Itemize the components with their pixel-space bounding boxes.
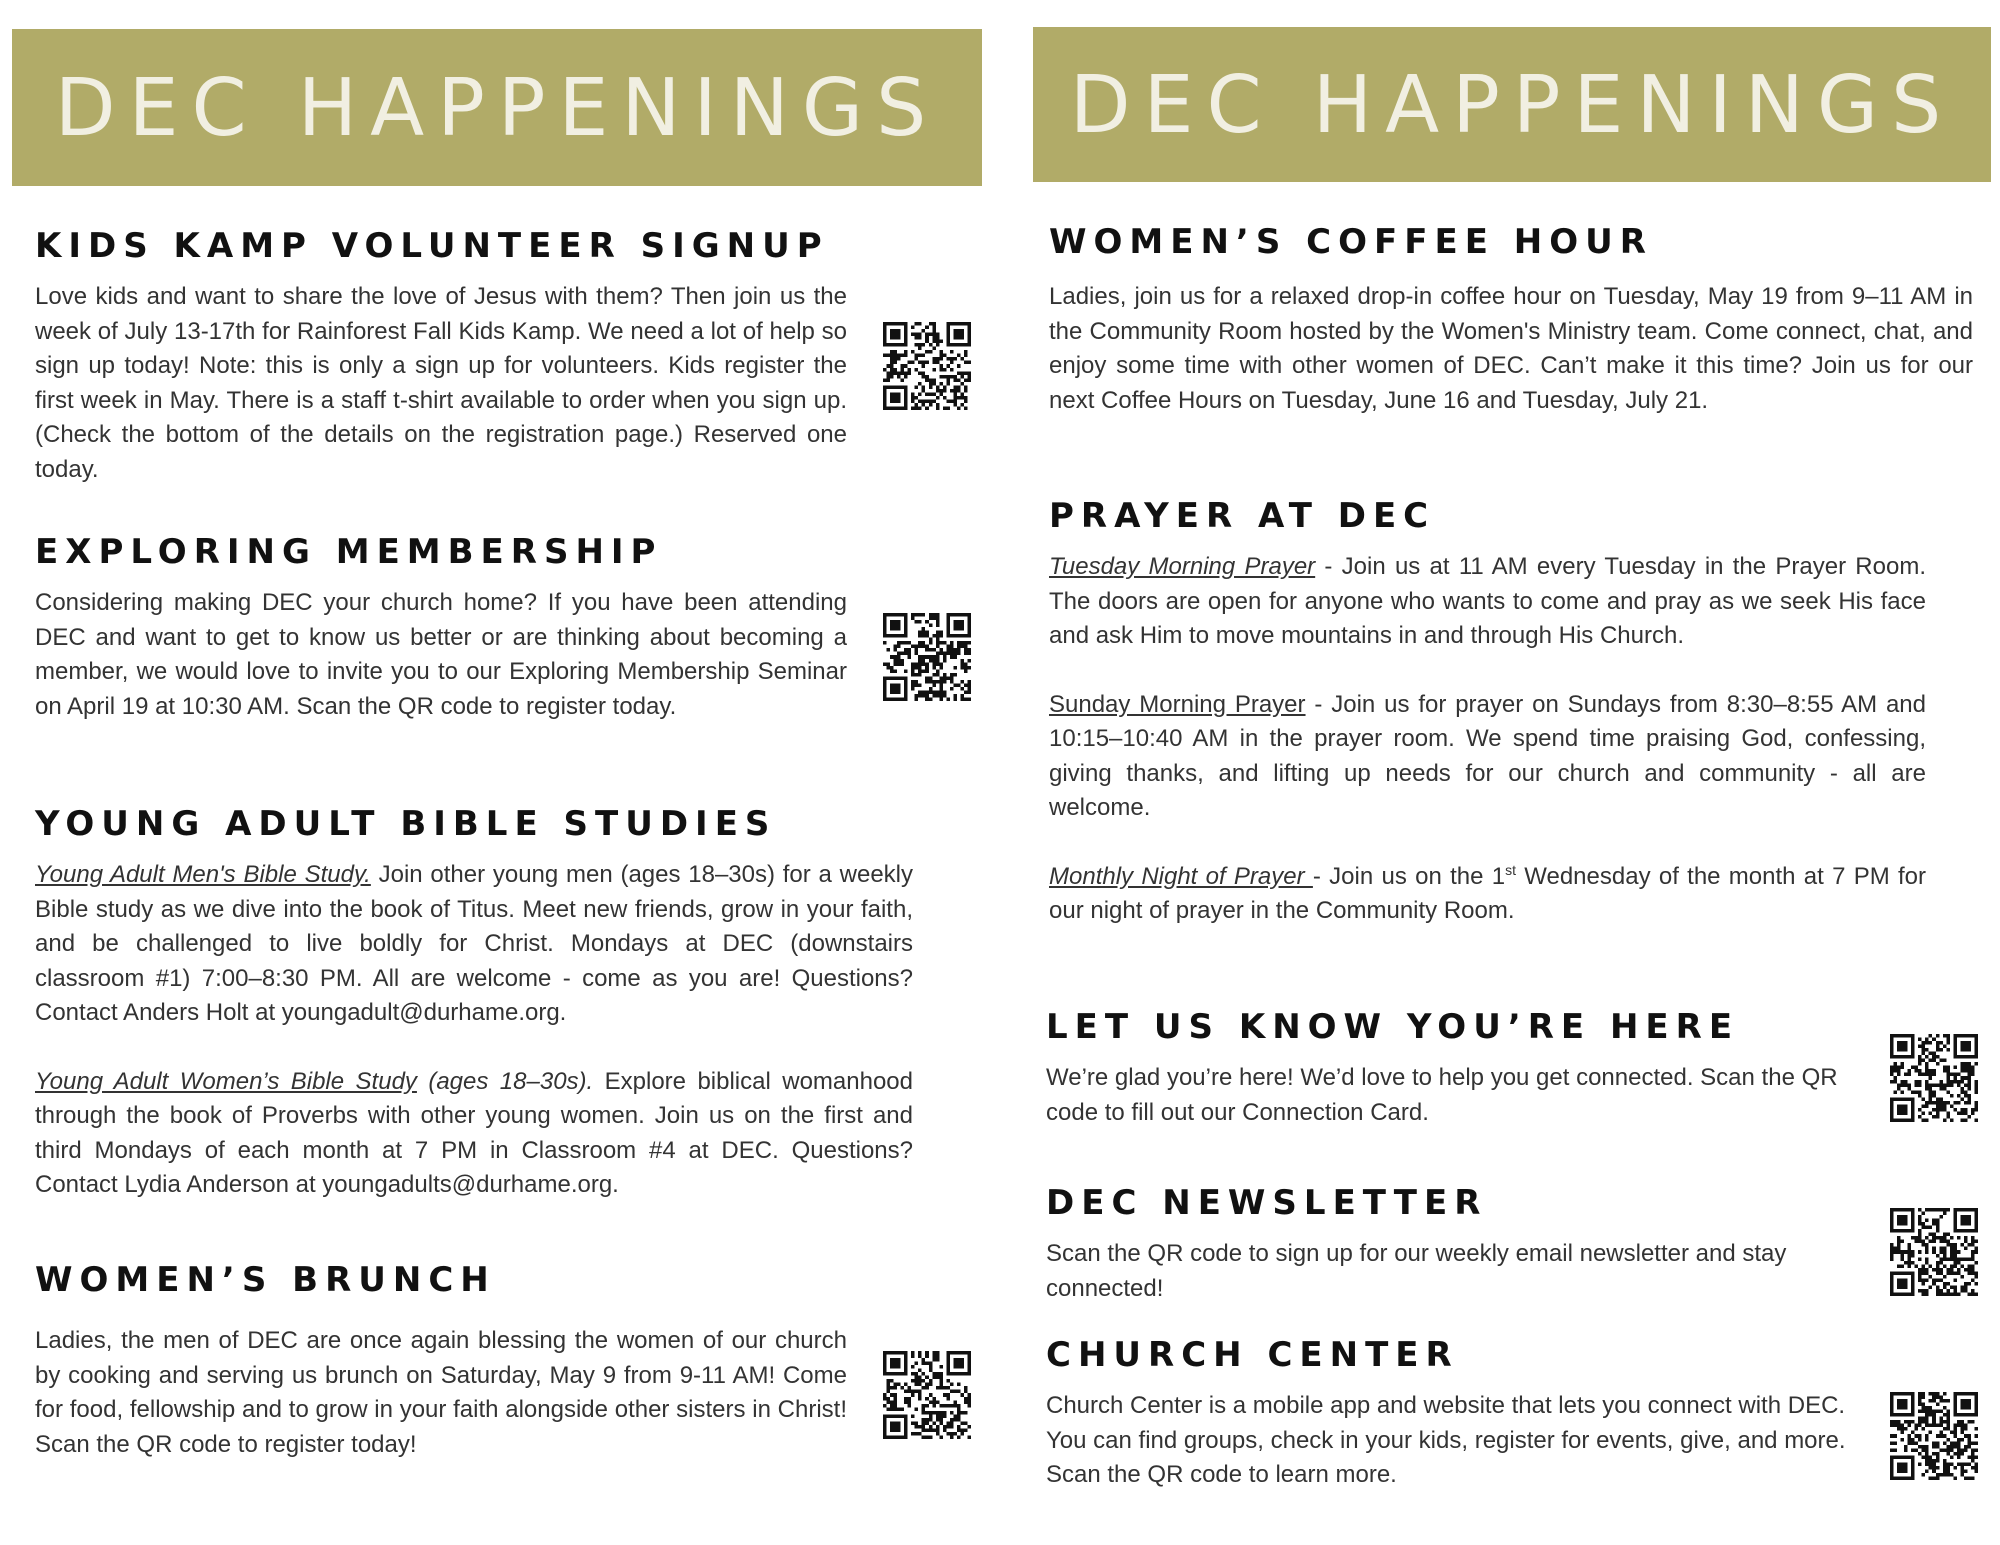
- qr-code-icon[interactable]: [883, 1351, 971, 1439]
- qr-code-icon[interactable]: [1890, 1034, 1978, 1122]
- womens-study-ages: (ages 18–30s).: [416, 1067, 594, 1095]
- tuesday-prayer-paragraph: [1049, 550, 1926, 654]
- monthly-prayer-body-b: Wednesday of the month at 7 PM for our night of prayer in the Community Room.: [1049, 862, 1926, 924]
- womens-study-paragraph: [35, 1065, 913, 1203]
- coffee-hour-heading: WOMEN’S COFFEE HOUR: [1049, 222, 1653, 262]
- church-center-section: [1046, 1335, 1846, 1493]
- qr-code-icon[interactable]: [1890, 1208, 1978, 1296]
- church-center-heading: CHURCH CENTER: [1046, 1335, 1459, 1375]
- left-banner-title: DEC HAPPENINGS: [54, 61, 940, 154]
- let-us-know-section: [1046, 1007, 1846, 1130]
- qr-code-icon[interactable]: [883, 613, 971, 701]
- newsletter-body: Scan the QR code to sign up for our weekly email newsletter and stay connected!: [1046, 1240, 1787, 1302]
- let-us-know-heading: LET US KNOW YOU’RE HERE: [1046, 1007, 1740, 1047]
- exploring-membership-heading: EXPLORING MEMBERSHIP: [35, 532, 663, 572]
- exploring-membership-body: Considering making DEC your church home? If you have been attending DEC and want to get to know us better or are thinking about becoming a member, we would love to invite you to our Exploring Membership Seminar on April 19 at 10:30 AM. Scan the QR code to register today.: [35, 589, 847, 720]
- coffee-hour-section: [1049, 222, 1973, 418]
- let-us-know-body: We’re glad you’re here! We’d love to help you get connected. Scan the QR code to fill out our Connection Card.: [1046, 1064, 1838, 1126]
- prayer-heading: PRAYER AT DEC: [1049, 496, 1436, 536]
- qr-code-icon[interactable]: [1890, 1392, 1978, 1480]
- monthly-prayer-title: Monthly Night of Prayer: [1049, 862, 1313, 890]
- monthly-prayer-sup: st: [1505, 861, 1516, 878]
- monthly-prayer-body-a: - Join us on the 1: [1312, 862, 1506, 890]
- young-adult-section: [35, 804, 913, 1203]
- womens-brunch-heading: WOMEN’S BRUNCH: [35, 1260, 496, 1300]
- tuesday-prayer-body: - Join us at 11 AM every Tuesday in the Prayer Room. The doors are open for anyone who wants to come and pray as we seek His face and ask Him to move mountains in and through His Church.: [1049, 553, 1926, 649]
- womens-brunch-body: Ladies, the men of DEC are once again blessing the women of our church by cooking and serving us brunch on Saturday, May 9 from 9-11 AM! Come for food, fellowship and to grow in your faith alongside other sisters in Christ! Scan the QR code to register today!: [35, 1327, 847, 1458]
- mens-study-title: Young Adult Men's Bible Study.: [35, 861, 371, 888]
- monthly-prayer-paragraph: [1049, 860, 1926, 929]
- left-banner: [12, 29, 982, 186]
- right-banner-title: DEC HAPPENINGS: [1069, 58, 1955, 151]
- sunday-prayer-paragraph: [1049, 688, 1926, 826]
- tuesday-prayer-title: Tuesday Morning Prayer: [1049, 553, 1316, 580]
- sunday-prayer-title: Sunday Morning Prayer: [1049, 690, 1306, 718]
- womens-brunch-section: [35, 1260, 847, 1462]
- newsletter-section: [1046, 1183, 1846, 1306]
- kids-kamp-heading: KIDS KAMP VOLUNTEER SIGNUP: [35, 226, 829, 266]
- kids-kamp-body: Love kids and want to share the love of Jesus with them? Then join us the week of July 13-17th for Rainforest Fall Kids Kamp. We need a lot of help so sign up today! Note: this is only a sign up for volunteers. Kids register the first week in May. There is a staff t-shirt available to order when you sign up. (Check the bottom of the details on the registration page.) Reserved one today.: [35, 283, 847, 483]
- coffee-hour-body: Ladies, join us for a relaxed drop-in coffee hour on Tuesday, May 19 from 9–11 AM in the Community Room hosted by the Women's Ministry team. Come connect, chat, and enjoy some time with other women of DEC. Can’t make it this time? Join us for our next Coffee Hours on Tuesday, June 16 and Tuesday, July 21.: [1049, 283, 1973, 414]
- young-adult-heading: YOUNG ADULT BIBLE STUDIES: [35, 804, 777, 844]
- womens-study-body: Explore biblical womanhood through the book of Proverbs with other young women. Join us on the first and third Mondays of each month at 7 PM in Classroom #4 at DEC. Questions? Contact Lydia Anderson at youngadults@durhame.org.: [35, 1067, 913, 1198]
- kids-kamp-section: [35, 226, 847, 487]
- church-center-body: Church Center is a mobile app and website that lets you connect with DEC. You can find groups, check in your kids, register for events, give, and more. Scan the QR code to learn more.: [1046, 1392, 1846, 1488]
- womens-study-title: Young Adult Women’s Bible Study: [35, 1067, 417, 1095]
- mens-study-body: Join other young men (ages 18–30s) for a weekly Bible study as we dive into the book of Titus. Meet new friends, grow in your faith, and be challenged to live boldly for Christ. Mondays at DEC (downstairs classroom #1) 7:00–8:30 PM. All are welcome - come as you are! Questions? Contact Anders Holt at youngadult@durhame.org.: [35, 861, 913, 1026]
- right-banner: [1033, 27, 1991, 182]
- exploring-membership-section: [35, 532, 847, 724]
- prayer-section: [1049, 496, 1926, 929]
- newsletter-heading: DEC NEWSLETTER: [1046, 1183, 1488, 1223]
- sunday-prayer-body: - Join us for prayer on Sundays from 8:30–8:55 AM and 10:15–10:40 AM in the prayer room. We spend time praising God, confessing, giving thanks, and lifting up needs for our church and community - all are welcome.: [1049, 690, 1926, 821]
- mens-study-paragraph: [35, 858, 913, 1031]
- qr-code-icon[interactable]: [883, 322, 971, 410]
